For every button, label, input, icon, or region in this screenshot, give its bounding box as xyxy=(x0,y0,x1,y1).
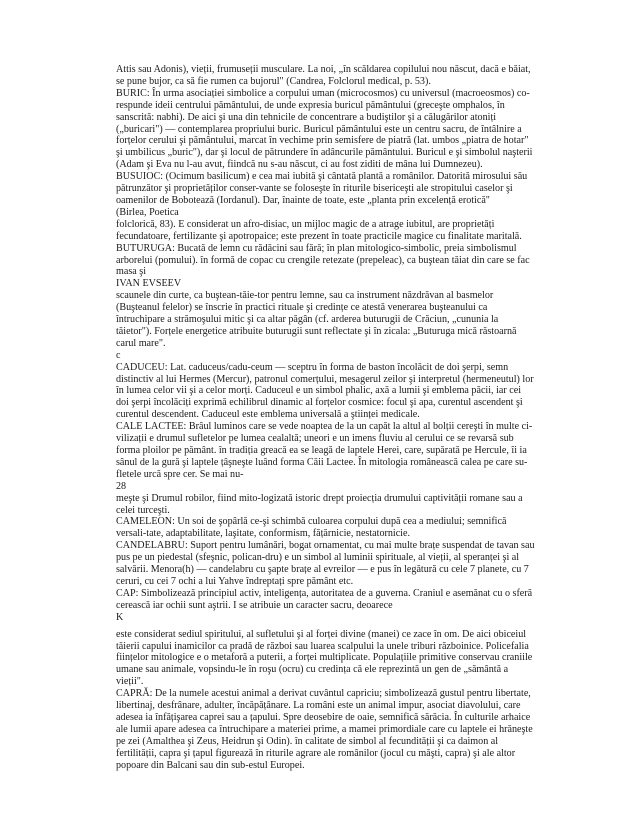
text-line: umane sau animale, vopsindu-le în roşu (ocru) cu credința că ele reprezintă un gen de „sământă a xyxy=(116,664,509,676)
text-line: întruchipare a strămoşului mitic şi ca altar păgân (cf. arderea buturugii de Crăciun, „cununia la xyxy=(116,314,499,326)
text-line: oamenilor de Bobotează (Iordanul). Dar, înainte de toate, este „planta prin excelență erotică" xyxy=(116,194,490,206)
text-line: libertinaj, desfrânare, adulter, încăpățânare. La români este un animal impur, asociat diavolului, care xyxy=(116,700,521,712)
text-line: forțelor cerului şi pământului, marcat în vechime prin semisfere de piatră (lat. umbos „piatra de hotar" xyxy=(116,135,529,147)
text-line: popoare din Balcani sau din sub-estul Europei. xyxy=(116,759,305,771)
text-line: IVAN EVSEEV xyxy=(116,278,182,290)
text-line: (Adam şi Eva nu l-au avut, fiindcă nu s-au născut, ci au fost ziditi de mâna lui Dumnezeu). xyxy=(116,159,483,171)
text-line: se pune bujor, ca să fie rumen ca bujorul" (Candrea, Folclorul medical, p. 53). xyxy=(116,75,431,87)
text-line: doi şerpi încolăciți exprimă echilibrul dinamic al forțelor cosmice: focul şi apa, curentul ascendent şi xyxy=(116,397,523,409)
text-line: CAMELEON: Un soi de şopârlă ce-şi schimbă culoarea corpului după cea a mediului; semnifică xyxy=(116,516,507,528)
text-line: vilizații e drumul sufletelor pe lumea cealaltă; uneori e un imens fluviu al cerului ce se revarsă sub xyxy=(116,433,514,445)
text-line: fecundatoare, fertilizante şi apotropaice; este prezent în toate practicile magice cu finalitate maritală. xyxy=(116,230,522,242)
text-line: (Birlea, Poetica xyxy=(116,206,179,218)
text-line: K xyxy=(116,611,124,623)
text-line: c xyxy=(116,349,121,361)
text-line: şi umbilicus „buric"), dar şi locul de pătrundere în adâncurile pământului. Buricul e şi simbolul naşterii xyxy=(116,147,533,159)
text-line: tăietor"). Forțele energetice atribuite buturugii sunt reflectate şi în zicala: „Buturuga mică răstoarnă xyxy=(116,325,517,337)
text-line: pe zei (Amalthea şi Zeus, Heidrun şi Odin). în calitate de simbol al fecundității şi ca daimon al xyxy=(116,735,499,747)
text-line: adesea ia înfățişarea caprei sau a țapului. Spre deosebire de oaie, semnifică sărăcia. În culturile arhaice xyxy=(116,711,531,723)
text-line: salvării. Menora(h) — candelabru cu şapte brațe al evreilor — e pus în legătură cu cele 7 planete, cu 7 xyxy=(116,564,529,576)
text-line: CAP: Simbolizează principiul activ, inteligența, autoritatea de a guverna. Craniul e asemănat cu o sferă xyxy=(116,587,533,599)
text-line: BUSUIOC: (Ocimum basilicum) e cea mai iubită şi cântată plantă a românilor. Datorită mirosului său xyxy=(116,171,528,183)
text-line: fertilității, capra şi țapul figurează în riturile agrare ale românilor (jocul cu măşti, capra) şi ale altor xyxy=(116,747,516,759)
text-line: CADUCEU: Lat. caduceus/cadu-ceum — sceptru în forma de baston încolăcit de doi şerpi, semn xyxy=(116,361,509,373)
text-line: CANDELABRU: Suport pentru lumânări, bogat ornamentat, cu mai multe brațe suspendat de tavan sau xyxy=(116,540,535,552)
text-line: ceruri, cu cei 7 ochi a lui Yahve îndreptați spre pământ etc. xyxy=(116,575,354,587)
text-line: CAPRĂ: De la numele acestui animal a derivat cuvântul capriciu; simbolizează gustul pentru libertate, xyxy=(116,688,531,700)
text-line: forma ploilor pe pământ. în tradiția greacă ea se leagă de laptele Herei, care, supărată pe Hercule, îi ia xyxy=(116,445,527,456)
text-line: fletele urcă spre cer. Se mai nu- xyxy=(116,468,244,480)
text-line: distinctiv al lui Hermes (Mercur), patronul comerțului, mesagerul zeilor şi interpretul (hermeneutul) lor xyxy=(116,373,534,385)
text-line: 28 xyxy=(116,480,127,492)
text-line: ființelor mitologice e o metaforă a puterii, a forței multiplicate. Populațiile primitive conservau craniile xyxy=(116,652,533,664)
document-body xyxy=(116,64,578,771)
text-line: respunde ideii centrului pământului, de unde expresia buricul pământului (greceşte omphalos, în xyxy=(116,99,505,111)
text-line: carul mare". xyxy=(116,337,166,349)
text-line: tăierii capului inamicilor ca pradă de război sau luarea scalpului la unele triburi războinice. Policefalia xyxy=(116,640,529,652)
text-line: BURIC: În urma asociației simbolice a corpului uman (microcosmos) cu universul (macroeosmos) co- xyxy=(116,87,530,99)
text-line: sânul de la gură şi laptele țâşneşte luând forma Căii Lactee. În mitologia românească calea pe care su- xyxy=(116,456,528,468)
text-line: meşte şi Drumul robilor, fiind mito-logizată istoric drept proiecția drumului captivității romane sau a xyxy=(116,492,523,504)
text-line: CALE LACTEE: Brâul luminos care se vede noaptea de la un capăt la altul al bolții cereşti în multe ci- xyxy=(116,421,533,433)
text-line: este considerat sediul spiritului, al sufletului şi al forței divine (manei) ce zace în om. De aici obiceiul xyxy=(116,628,527,640)
text-line: arborelui (pomului). în formă de copac cu crengile retezate (prepeleac), ca buştean tăiat din care se fac xyxy=(116,254,530,266)
text-line: versali-tate, adaptabilitate, laşitate, conformism, fățărnicie, nestatornicie. xyxy=(116,528,410,540)
text-line: pus pe un piedestal (sfeşnic, polican-dru) e un simbol al luminii spirituale, al vieții, al speranței şi al xyxy=(116,552,520,564)
text-line: celei turceşti. xyxy=(116,504,170,516)
text-line: sanscrită: nabhi). De aici şi una din tehnicile de concentrare a budiştilor şi a călugărilor atoniți xyxy=(116,111,497,123)
text-line: Attis sau Adonis), vieții, frumuseții musculare. La noi, „în scăldarea copilului nou născut, dacă e băiat, xyxy=(116,64,531,75)
text-line: în lumea celor vii şi a celor morți. Caduceul e un simbol phalic, axă a lumii şi emblema păcii, iar cei xyxy=(116,385,522,397)
text-line: scaunele din curte, ca buştean-tăie-tor pentru lemne, sau ca instrument năzdrăvan al basmelor xyxy=(116,290,494,302)
text-line: curentul descendent. Caduceul este emblema universală a ştiinței medicale. xyxy=(116,409,420,421)
text-line: (Buşteanul felelor) se înscrie în practici rituale şi credințe ce atestă venerarea buşteanului ca xyxy=(116,302,488,314)
text-line: cerească iar ochii sunt aştrii. I se atribuie un caracter sacru, deoarece xyxy=(116,599,393,611)
text-line: BUTURUGA: Bucată de lemn cu rădăcini sau fără; în plan mitologico-simbolic, preia simbolismul xyxy=(116,242,517,254)
text-line: vieții". xyxy=(116,676,144,688)
text-line: („buricari") — contemplarea propriului buric. Buricul pământului este un centru sacru, de întâlnire a xyxy=(116,123,522,135)
text-line: pătrunzător şi proprietăților conser-vante se foloseşte în riturile bisericeşti ale stropitului caselor şi xyxy=(116,183,513,195)
text-line: ale lumii apare adesea ca întruchipare a materiei prime, a mamei primordiale care cu laptele ei hrăneşte xyxy=(116,723,533,735)
text-line: folclorică, 83). E considerat un afro-disiac, un mijloc magic de a atrage iubitul, are proprietăți xyxy=(116,218,495,230)
text-line: masa şi xyxy=(116,266,146,278)
